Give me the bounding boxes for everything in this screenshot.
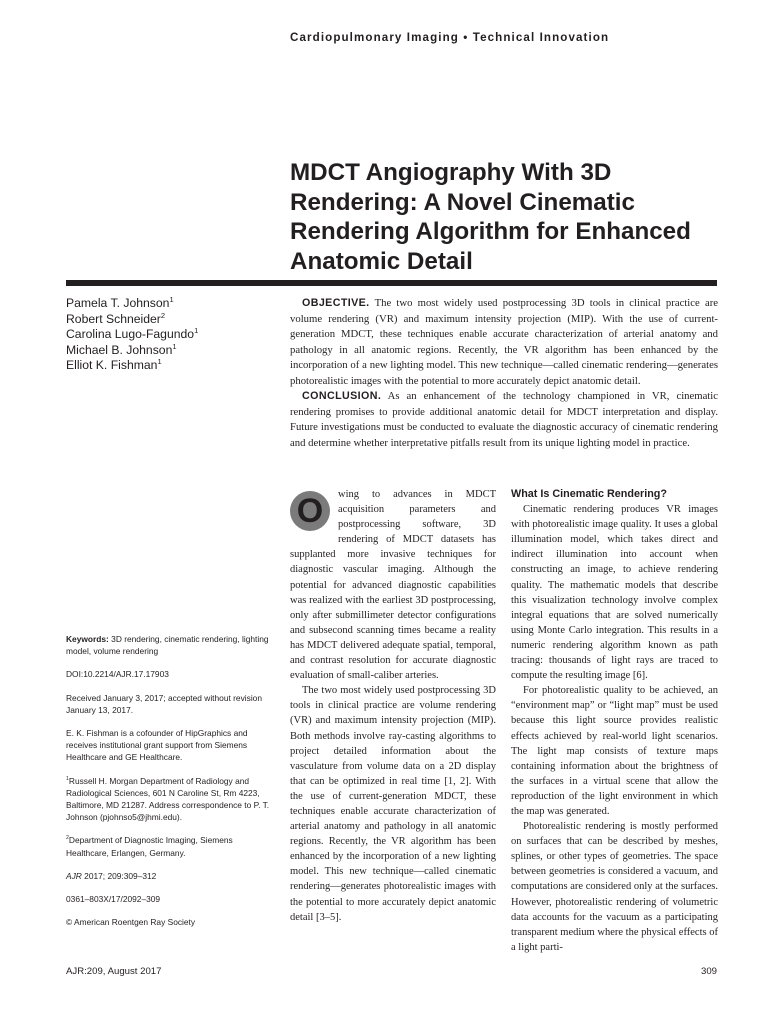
page-number: 309: [700, 966, 717, 977]
title-rule: [66, 280, 717, 286]
affiliation-2: $^2$Department of Diagnostic Imaging, Siemens Healthcare, Erlangen, Germany.: [66, 835, 233, 858]
article-metadata: [66, 633, 276, 939]
body-column-1: [290, 487, 496, 925]
copyright: © American Roentgen Ray Society: [66, 917, 196, 928]
issn: 0361–803X/17/2092–309: [66, 894, 161, 905]
doi: DOI:10.2214/AJR.17.17903: [66, 669, 169, 680]
author: Elliot K. Fishman$^1$: [66, 357, 162, 373]
body-paragraph: O wing to advances in MDCT acquisition parameters and postprocessing software, 3D rendering of MDCT datasets has supplanted more invasive techniques for diagnostic vascular imaging. Although the potential for advanced diagnostic capabilities was realized with the earliest 3D postprocessing, only after submillimeter detector configurations and subsecond scanning times became a reality has MDCT delivered adequate spatial, temporal, and contrast resolution for accurate diagnostic evaluation of small-caliber arteries.: [290, 489, 496, 682]
conclusion-text: As an enhancement of the technology championed in VR, cinematic rendering promises to provide additional anatomic detail for MDCT interpretation and display. Future investigations must be conducted to evaluate the diagnostic accuracy of cinematic rendering and determine whether interpretative pitfalls result from its unique lighting model in practice.: [290, 390, 718, 449]
body-paragraph: Photorealistic rendering is mostly performed on surfaces that can be described by meshes, splines, or other types of geometries. The space between geometries is considered a vacuum, and computations are considered only at the surfaces. However, photorealistic rendering of volumetric data accounts for the vacuum as a participating transparent medium where the physical effects of a light parti-: [511, 821, 718, 953]
author: Michael B. Johnson$^1$: [66, 341, 177, 357]
body-paragraph: For photorealistic quality to be achieved, an “environment map” or “light map” must be used because this light source provides realistic effects achieved by real-world light scenarios. The light map consists of texture maps containing information about the brightness of the surfaces in a virtual scene that allow the reproduction of the light environment in which the map was generated.: [511, 685, 718, 817]
abstract-objective: [290, 296, 718, 389]
footer-journal-issue: AJR:209, August 2017: [66, 966, 162, 977]
disclosure: E. K. Fishman is a cofounder of HipGraphics and receives institutional grant support from Siemens Healthcare and GE Healthcare.: [66, 728, 248, 763]
author: Robert Schneider$^2$: [66, 310, 166, 326]
abstract: [290, 296, 718, 451]
citation: AJR 2017; 209:309–312: [66, 870, 157, 881]
section-heading: What Is Cinematic Rendering?: [511, 488, 667, 500]
article-title: MDCT Angiography With 3D Rendering: A Novel Cinematic Rendering Algorithm for Enhanced Anatomic Detail: [290, 159, 691, 275]
author-list: [66, 296, 276, 374]
body-paragraph: Cinematic rendering produces VR images with photorealistic image quality. It uses a global illumination model, which takes direct and indirect illumination into account when constructing an image, to achieve rendering quality. The mathematic models that describe this visualization technology involve complex integral equations that are solved numerically using Monte Carlo integration. This results in a numeric rendering algorithm known as path tracing: thousands of light rays are traced to compute the resulting image [6].: [511, 504, 718, 682]
section-header: Cardiopulmonary Imaging • Technical Innovation: [290, 31, 610, 44]
drop-cap: O: [290, 491, 330, 531]
keywords: Keywords: 3D rendering, cinematic rendering, lighting model, volume rendering: [66, 634, 269, 657]
abstract-conclusion: [290, 389, 718, 451]
objective-text: The two most widely used postprocessing 3D tools in clinical practice are volume rendering (VR) and maximum intensity projection (MIP). With the use of current-generation MDCT, these techniques enable accurate characterization of arterial anatomy and pathology in all anatomic regions. Recently, the VR algorithm has been enhanced by the incorporation of a new lighting model. This new technique—called cinematic rendering—generates photorealistic images with the potential to more accurately depict anatomic detail.: [290, 297, 718, 387]
author: Carolina Lugo-Fagundo$^1$: [66, 326, 199, 342]
affiliation-1: $^1$Russell H. Morgan Department of Radiology and Radiological Sciences, 601 N Caroline St, Rm 4223, Baltimore, MD 21287. Address correspondence to P. T. Johnson (pjohnso5@jhmi.edu).: [66, 775, 270, 823]
body-column-2: [511, 487, 718, 955]
body-paragraph: The two most widely used postprocessing 3D tools in clinical practice are volume rendering (VR) and maximum intensity projection (MIP). Both methods involve ray-casting algorithms to project detailed information about the vasculature from volume data on a 2D display that can be optimized in real time [1, 2]. With the use of current-generation MDCT, these techniques enable accurate characterization of arterial anatomy and pathology in all anatomic regions. Recently, the VR algorithm has been enhanced by the incorporation of a new lighting model. This new technique—called cinematic rendering—generates photorealistic images with the potential to more accurately depict anatomic detail [3–5].: [290, 685, 496, 923]
conclusion-label: CONCLUSION.: [302, 390, 382, 402]
objective-label: OBJECTIVE.: [302, 297, 370, 309]
author: Pamela T. Johnson$^1$: [66, 294, 174, 310]
received-date: Received January 3, 2017; accepted without revision January 13, 2017.: [66, 692, 262, 715]
